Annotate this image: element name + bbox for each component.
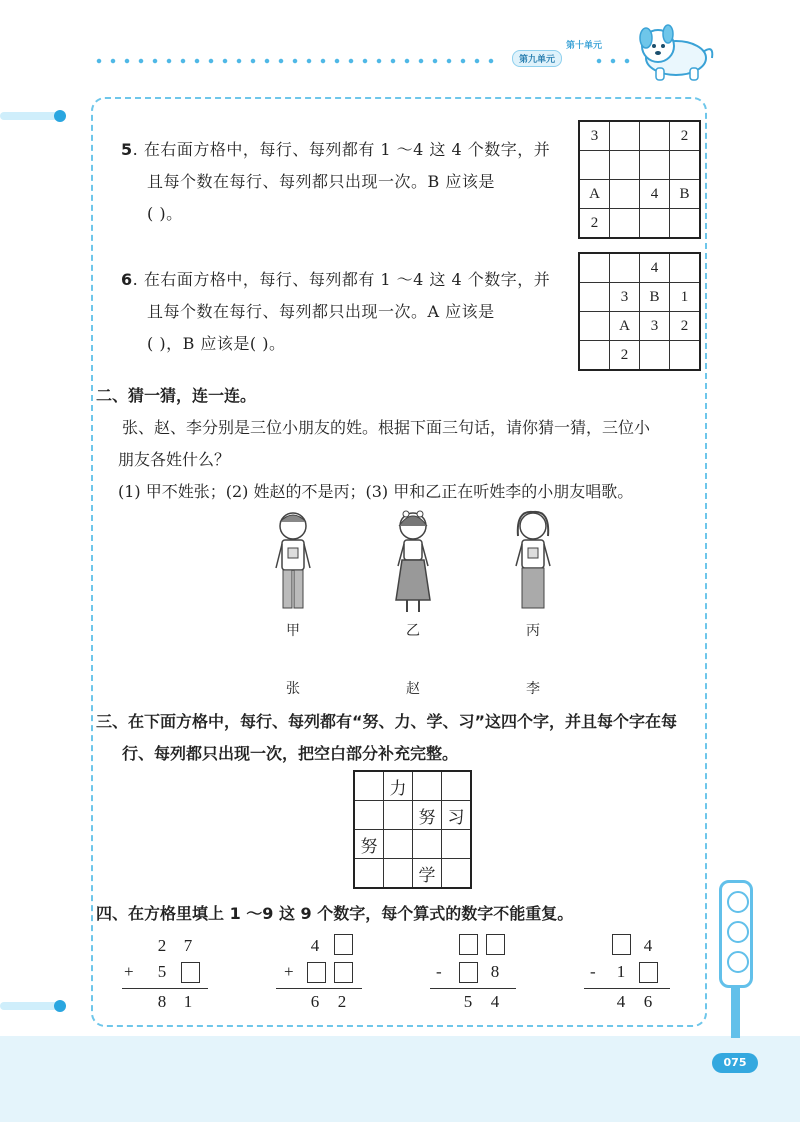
equation-rule [122, 988, 208, 989]
digit: 1 [616, 962, 626, 981]
digit: 6 [310, 992, 320, 1011]
kid-label-yi: 乙 [406, 623, 420, 639]
surname-zhang[interactable]: 张 [286, 681, 300, 697]
digit: 4 [643, 936, 653, 955]
question-6 [121, 264, 561, 360]
grid-row [579, 312, 700, 341]
section-2-line: 朋友各姓什么？ [118, 450, 231, 469]
grid-cell: A [610, 312, 640, 341]
digit: 8 [490, 962, 500, 981]
grid-cell[interactable] [610, 253, 640, 283]
grid-row [579, 283, 700, 312]
answer-box[interactable] [486, 934, 505, 955]
word-cell[interactable] [354, 801, 384, 830]
digit: 6 [643, 992, 653, 1011]
word-cell[interactable] [442, 830, 472, 859]
operator: - [436, 962, 442, 981]
left-knob-bottom [54, 1000, 66, 1012]
answer-box[interactable] [639, 962, 658, 983]
word-cell: 习 [442, 801, 472, 830]
answer-box[interactable] [334, 962, 353, 983]
question-text: 且每个数在每行、每列都只出现一次。B 应该是 [147, 172, 495, 191]
grid-row [354, 830, 471, 859]
grid-cell: 2 [610, 341, 640, 371]
equation-rule [430, 988, 516, 989]
equation-rule [584, 988, 670, 989]
grid-row [579, 121, 700, 151]
grid-row [354, 801, 471, 830]
word-cell[interactable] [442, 771, 472, 801]
lamp-icon [727, 921, 749, 943]
answer-box[interactable] [612, 934, 631, 955]
question-number: 6 [121, 270, 133, 289]
grid-cell[interactable] [640, 209, 670, 239]
page-number: 075 [712, 1053, 758, 1073]
surname-zhao[interactable]: 赵 [406, 681, 420, 697]
digit: 2 [157, 936, 167, 955]
digit: 5 [463, 992, 473, 1011]
grid-cell: 4 [640, 253, 670, 283]
word-cell[interactable] [413, 830, 442, 859]
grid-cell: 2 [579, 209, 610, 239]
surname-li[interactable]: 李 [526, 681, 540, 697]
grid-cell[interactable] [640, 341, 670, 371]
grid-cell[interactable] [579, 341, 610, 371]
word-cell: 努 [354, 830, 384, 859]
grid-cell[interactable] [610, 209, 640, 239]
grid-cell[interactable] [579, 312, 610, 341]
traffic-light-pole [731, 988, 740, 1038]
question-5 [121, 134, 561, 230]
question-number: 5 [121, 140, 133, 159]
word-cell[interactable] [442, 859, 472, 889]
grid-cell[interactable] [610, 121, 640, 151]
answer-box[interactable] [334, 934, 353, 955]
grid-cell: 2 [670, 312, 701, 341]
grid-row [579, 151, 700, 180]
grid-cell[interactable] [579, 283, 610, 312]
kid-label-bing: 丙 [526, 623, 540, 639]
operator: + [124, 962, 134, 981]
word-cell[interactable] [384, 801, 413, 830]
grid-cell: 1 [670, 283, 701, 312]
grid-cell[interactable] [610, 151, 640, 180]
section-2-title: 二、猜一猜，连一连。 [96, 386, 257, 405]
digit: 7 [183, 936, 193, 955]
grid-row [579, 253, 700, 283]
left-tab-bottom [0, 1002, 58, 1010]
question-text: . 在右面方格中，每行、每列都有 1 ～4 这 4 个数字，并 [132, 140, 551, 159]
section-2-line: (1) 甲不姓张；(2) 姓赵的不是丙；(3) 甲和乙正在听姓李的小朋友唱歌。 [118, 482, 634, 501]
left-knob-top [54, 110, 66, 122]
word-cell[interactable] [384, 859, 413, 889]
digit: 4 [616, 992, 626, 1011]
grid-cell: 2 [670, 121, 701, 151]
traffic-light-icon [719, 880, 753, 988]
girl-figure-icon [508, 508, 558, 618]
girl-skirt-figure-icon [388, 508, 438, 618]
digit: 5 [157, 962, 167, 981]
q6-number-grid [578, 252, 701, 371]
word-cell[interactable] [413, 771, 442, 801]
operator: - [590, 962, 596, 981]
q5-number-grid [578, 120, 701, 239]
left-tab-top [0, 112, 58, 120]
digit: 4 [310, 936, 320, 955]
grid-cell: 3 [610, 283, 640, 312]
operator: + [284, 962, 294, 981]
grid-cell: B [670, 180, 701, 209]
grid-cell[interactable] [670, 209, 701, 239]
grid-row [579, 341, 700, 371]
bottom-band [0, 1036, 800, 1122]
grid-cell[interactable] [640, 121, 670, 151]
word-cell: 力 [384, 771, 413, 801]
grid-cell[interactable] [579, 151, 610, 180]
digit: 8 [157, 992, 167, 1011]
puppy-mascot-icon [628, 22, 718, 84]
unit-label-next: 第十单元 [566, 41, 603, 51]
question-text: 且每个数在每行、每列都只出现一次。A 应该是 [147, 302, 495, 321]
section-3-title [96, 706, 706, 770]
grid-cell[interactable] [670, 151, 701, 180]
question-text: ( )。 [147, 204, 183, 223]
digit: 4 [490, 992, 500, 1011]
word-cell: 努 [413, 801, 442, 830]
grid-row [579, 209, 700, 239]
grid-row [579, 180, 700, 209]
grid-cell[interactable] [670, 253, 701, 283]
lamp-icon [727, 891, 749, 913]
section-3-line: 行、每列都只出现一次，把空白部分补充完整。 [122, 744, 459, 763]
grid-cell[interactable] [579, 253, 610, 283]
lamp-icon [727, 951, 749, 973]
answer-box[interactable] [307, 962, 326, 983]
grid-cell[interactable] [610, 180, 640, 209]
word-cell: 学 [413, 859, 442, 889]
section-3-line: 三、在下面方格中，每行、每列都有“努、力、学、习”这四个字，并且每个字在每 [96, 712, 678, 731]
section-2-text [118, 412, 712, 508]
boy-figure-icon [268, 508, 318, 618]
grid-cell: 3 [640, 312, 670, 341]
word-cell[interactable] [384, 830, 413, 859]
grid-cell: B [640, 283, 670, 312]
answer-box[interactable] [459, 962, 478, 983]
grid-cell: 3 [579, 121, 610, 151]
equation-rule [276, 988, 362, 989]
word-grid [353, 770, 472, 889]
question-text: ( )，B 应该是( )。 [147, 334, 286, 353]
header-dots [92, 58, 502, 64]
grid-cell: A [579, 180, 610, 209]
section-2-line: 张、赵、李分别是三位小朋友的姓。根据下面三句话，请你猜一猜，三位小 [122, 418, 651, 437]
digit: 2 [337, 992, 347, 1011]
word-cell[interactable] [354, 771, 384, 801]
grid-cell[interactable] [670, 341, 701, 371]
word-cell[interactable] [354, 859, 384, 889]
grid-row [354, 859, 471, 889]
grid-cell: 4 [640, 180, 670, 209]
kid-label-jia: 甲 [286, 623, 300, 639]
grid-cell[interactable] [640, 151, 670, 180]
grid-row [354, 771, 471, 801]
answer-box[interactable] [181, 962, 200, 983]
digit: 1 [183, 992, 193, 1011]
section-4-title: 四、在方格里填上 1 ～9 这 9 个数字，每个算式的数字不能重复。 [96, 904, 574, 923]
answer-box[interactable] [459, 934, 478, 955]
question-text: . 在右面方格中，每行、每列都有 1 ～4 这 4 个数字，并 [132, 270, 551, 289]
unit-label-current: 第九单元 [512, 50, 562, 67]
header-dots-2 [592, 58, 632, 64]
